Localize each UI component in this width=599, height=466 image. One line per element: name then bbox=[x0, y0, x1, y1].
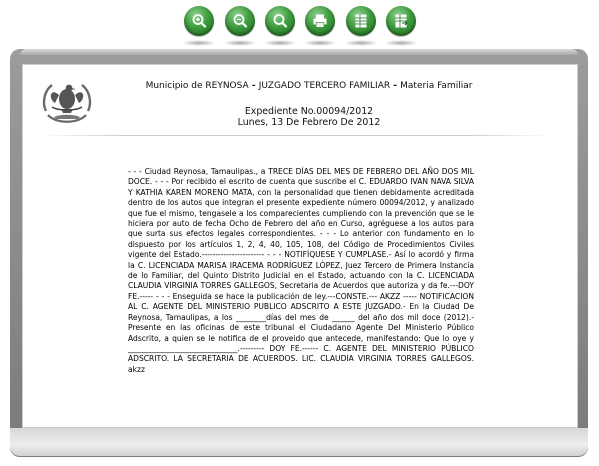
materia-label: Materia Familiar bbox=[400, 81, 473, 91]
juzgado-label: JUZGADO TERCERO FAMILIAR bbox=[258, 81, 391, 91]
zoom-out-button[interactable] bbox=[225, 6, 255, 36]
case-info bbox=[110, 106, 508, 128]
expediente-number: Expediente No.00094/2012 bbox=[244, 106, 374, 117]
export-spreadsheet-icon bbox=[392, 12, 410, 30]
viewer-frame-top bbox=[20, 49, 578, 55]
export-spreadsheet-button[interactable] bbox=[386, 6, 416, 36]
zoom-in-button[interactable] bbox=[184, 6, 214, 36]
search-icon bbox=[271, 12, 289, 30]
save-spreadsheet-button[interactable] bbox=[346, 6, 376, 36]
print-icon bbox=[311, 12, 329, 30]
zoom-in-icon bbox=[190, 12, 208, 30]
search-button[interactable] bbox=[265, 6, 295, 36]
mexican-coat-of-arms-icon bbox=[40, 77, 94, 129]
header-divider bbox=[40, 135, 550, 136]
document-body: - - - Ciudad Reynosa, Tamaulipas., a TRECE DÍAS DEL MES DE FEBRERO DEL AÑO DOS MIL DOCE. - - - Por recibido el escrito de cuenta que suscribe el C. EDUARDO IVAN NAVA SILVA Y KATHIA KAREN MORENO MATA, con la personalidad que tienen debidamente acreditada dentro de los autos que integran el presente expediente número 00094/2012, y analizado que fue el mismo, tengasele a los comparecientes cumpliendo con la prevención que se le hiciera por auto de fecha Ocho de Febrero del año en Curso, agréguese a los autos para que surta sus efectos legales correspondientes. - - - Lo anterior con fundamento en lo dispuesto por los artículos 1, 2, 4, 40, 105, 108, del Código de Procedimientos Civiles vigente del Estado.----------------------- - - - NOTIFÍQUESE Y CUMPLASE.- Así lo acordó y firma la C. LICENCIADA MARISA IRACEMA RODRÍGUEZ LÓPEZ, Juez Tercero de Primera Instancia de lo Familiar, del Quinto Distrito Judicial en el Estado, actuando con la C. LICENCIADA CLAUDIA VIRGINIA TORRES GALLEGOS, Secretaria de Acuerdos que autoriza y da fe.---DOY FE.----- - - - Enseguida se hace la publicación de ley.---CONSTE.--- AKZZ ----- NOTIFICACION AL C. AGENTE DEL MINISTERIO PUBLICO ADSCRITO A ESTE JUZGADO.- En la Ciudad De Reynosa, Tamaulipas, a los ________días del mes de ______ del año dos mil doce (2012).- Presente en las oficinas de este tribunal el Ciudadano Agente Del Ministerio Público Adscrito, a quien se le notifica de el proveido que antecede, manifestando: Que lo oye y _____________________________.--------- DOY FE.------ C. AGENTE DEL MINISTERIO PÚBLICO ADSCRITO. LA SECRETARIA DE ACUERDOS. LIC. CLAUDIA VIRGINIA TORRES GALLEGOS. akzz bbox=[128, 167, 474, 374]
print-button[interactable] bbox=[305, 6, 335, 36]
court-header: Municipio de REYNOSA - JUZGADO TERCERO FAMILIAR - Materia Familiar bbox=[145, 81, 473, 91]
save-spreadsheet-icon bbox=[352, 12, 370, 30]
zoom-out-icon bbox=[231, 12, 249, 30]
toolbar bbox=[179, 6, 419, 52]
viewer-frame-bottom bbox=[10, 428, 588, 456]
document-date: Lunes, 13 De Febrero De 2012 bbox=[237, 117, 381, 128]
municipio-label: Municipio de REYNOSA bbox=[145, 81, 249, 91]
